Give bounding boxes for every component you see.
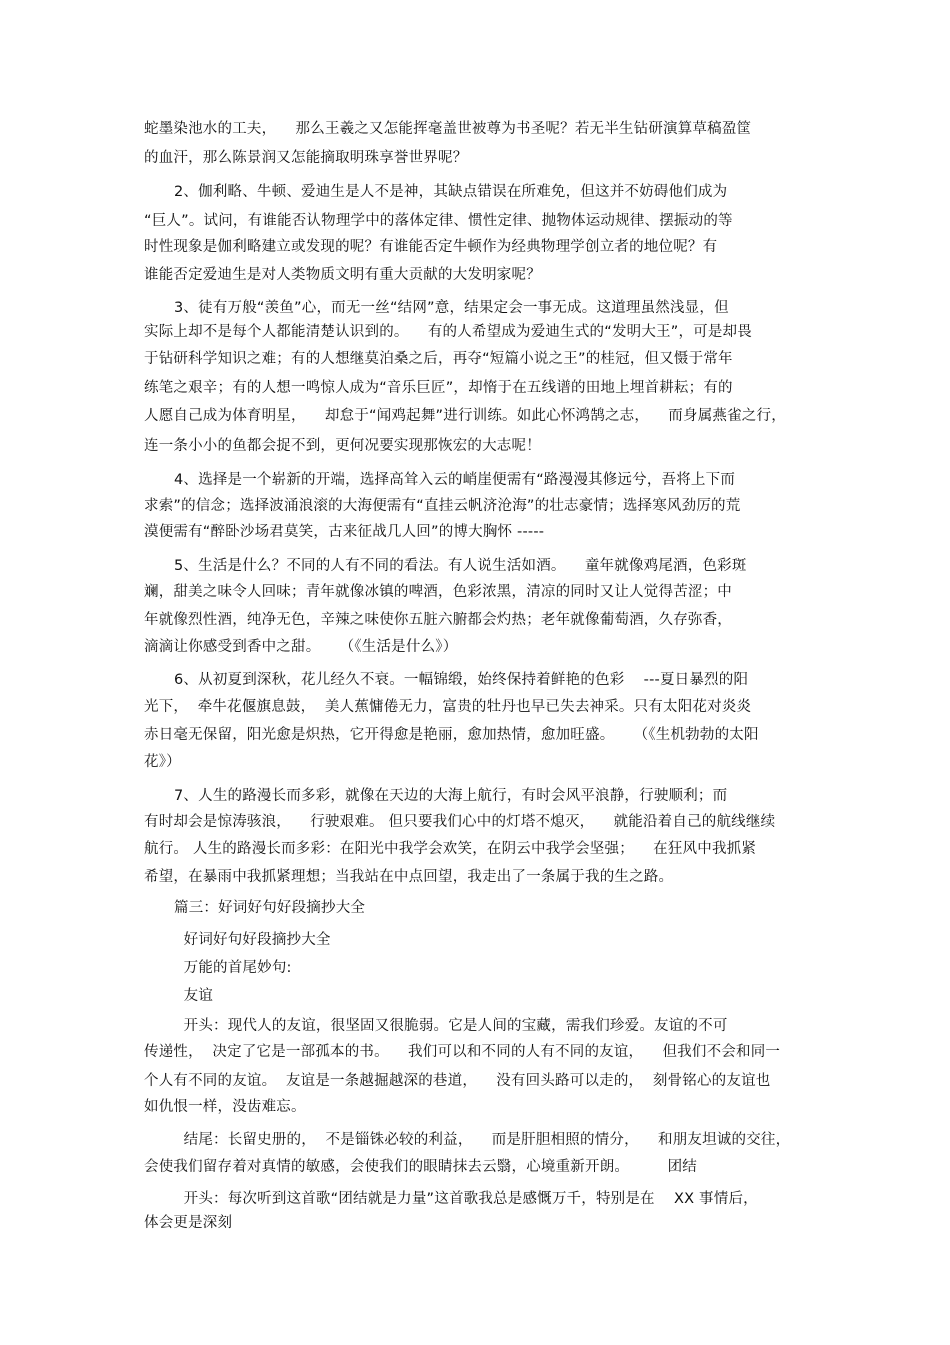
text-line: 2、伽利略、牛顿、爱迪生是人不是神，其缺点错误在所难免，但这并不妨碍他们成为: [174, 184, 728, 200]
text-line: 于钻研科学知识之难；有的人想继莫泊桑之后，再夺“短篇小说之王”的桂冠，但又慑于常年: [144, 351, 733, 367]
text-line: 体会更是深刻: [144, 1215, 233, 1231]
text-line: 连一条小小的鱼都会捉不到，更何况要实现那恢宏的大志呢！: [144, 438, 541, 454]
text-line: 6、从初夏到深秋，花儿经久不衰。一幅锦缎，始终保持着鲜艳的色彩 ---夏日暴烈的阳: [174, 672, 749, 688]
text-line: 人愿自己成为体育明星， 却怠于“闻鸡起舞”进行训练。如此心怀鸿鹄之志， 而身属燕雀之行，: [144, 408, 786, 424]
text-line: 4、选择是一个崭新的开端，选择高耸入云的峭崖便需有“路漫漫其修远兮，吾将上下而: [174, 472, 736, 488]
text-line: 开头：每次听到这首歌“团结就是力量”这首歌我总是感慨万千，特别是在 XX 事情后，: [174, 1191, 758, 1207]
text-line: 有时却会是惊涛骇浪， 行驶艰难。 但只要我们心中的灯塔不熄灭， 就能沿着自己的航线继续: [144, 814, 776, 830]
text-line: 5、生活是什么？不同的人有不同的看法。有人说生活如酒。 童年就像鸡尾酒，色彩斑: [174, 558, 747, 574]
text-line: 练笔之艰辛；有的人想一鸣惊人成为“音乐巨匠”，却惰于在五线谱的田地上埋首耕耘；有的: [144, 380, 733, 396]
text-line: 万能的首尾妙句:: [174, 960, 292, 976]
text-line: 滴滴让你感受到香中之甜。 （《生活是什么》）: [144, 639, 458, 655]
text-line: 传递性， 决定了它是一部孤本的书。 我们可以和不同的人有不同的友谊， 但我们不会和同一: [144, 1044, 781, 1060]
text-line: 友谊: [174, 988, 214, 1004]
text-line: 开头：现代人的友谊，很坚固又很脆弱。它是人间的宝藏，需我们珍爱。友谊的不可: [174, 1018, 728, 1034]
text-line: 斓，甜美之味令人回味；青年就像冰镇的啤酒，色彩浓黑，清凉的同时又让人觉得苦涩；中: [144, 584, 732, 600]
text-line: 赤日毫无保留，阳光愈是炽热，它开得愈是艳丽，愈加热情，愈加旺盛。 （《生机勃勃的太阳: [144, 727, 759, 743]
text-line: 蛇墨染池水的工夫， 那么王羲之又怎能挥毫盖世被尊为书圣呢？若无半生钻研演算草稿盈筐: [144, 121, 752, 137]
text-line: “巨人”。试问，有谁能否认物理学中的落体定律、惯性定律、抛物体运动规律、摆振动的等: [144, 213, 733, 229]
text-line: 7、人生的路漫长而多彩，就像在天边的大海上航行，有时会风平浪静，行驶顺利；而: [174, 788, 728, 804]
text-line: 实际上却不是每个人都能清楚认识到的。 有的人希望成为爱迪生式的“发明大王”，可是却畏: [144, 324, 752, 340]
text-line: 的血汗，那么陈景润又怎能摘取明珠享誉世界呢？: [144, 150, 468, 166]
text-line: 光下， 牵牛花偃旗息鼓， 美人蕉慵倦无力，富贵的牡丹也早已失去神采。只有太阳花对炎炎: [144, 699, 752, 715]
text-line: 航行。 人生的路漫长而多彩：在阳光中我学会欢笑，在阴云中我学会坚强； 在狂风中我抓紧: [144, 841, 757, 857]
text-line: 3、徒有万般“羡鱼”心，而无一丝“结网”意，结果定会一事无成。这道理虽然浅显，但: [174, 300, 729, 316]
text-line: 好词好句好段摘抄大全: [174, 932, 331, 948]
text-line: 漠便需有“醉卧沙场君莫笑，古来征战几人回”的博大胸怀 -----: [144, 524, 545, 540]
text-line: 结尾：长留史册的， 不是锱铢必较的利益， 而是肝胆相照的情分， 和朋友坦诚的交往，: [174, 1132, 791, 1148]
text-line: 希望，在暴雨中我抓紧理想；当我站在中点回望，我走出了一条属于我的生之路。: [144, 869, 674, 885]
text-line: 花》）: [144, 754, 181, 770]
text-line: 年就像烈性酒，纯净无色，辛辣之味使你五脏六腑都会灼热；老年就像葡萄酒，久存弥香，: [144, 612, 732, 628]
text-line: 会使我们留存着对真情的敏感，会使我们的眼睛抹去云翳，心境重新开朗。 团结: [144, 1159, 697, 1175]
text-line: 篇三：好词好句好段摘抄大全: [174, 900, 366, 916]
text-line: 时性现象是伽利略建立或发现的呢？有谁能否定牛顿作为经典物理学创立者的地位呢？有: [144, 239, 718, 255]
text-line: 谁能否定爱迪生是对人类物质文明有重大贡献的大发明家呢？: [144, 267, 541, 283]
text-line: 如仇恨一样，没齿难忘。: [144, 1099, 306, 1115]
text-line: 求索”的信念；选择波涌浪滚的大海便需有“直挂云帆济沧海”的壮志豪情；选择寒风劲厉的荒: [144, 498, 741, 514]
text-line: 个人有不同的友谊。 友谊是一条越掘越深的巷道， 没有回头路可以走的， 刻骨铭心的友谊也: [144, 1073, 771, 1089]
